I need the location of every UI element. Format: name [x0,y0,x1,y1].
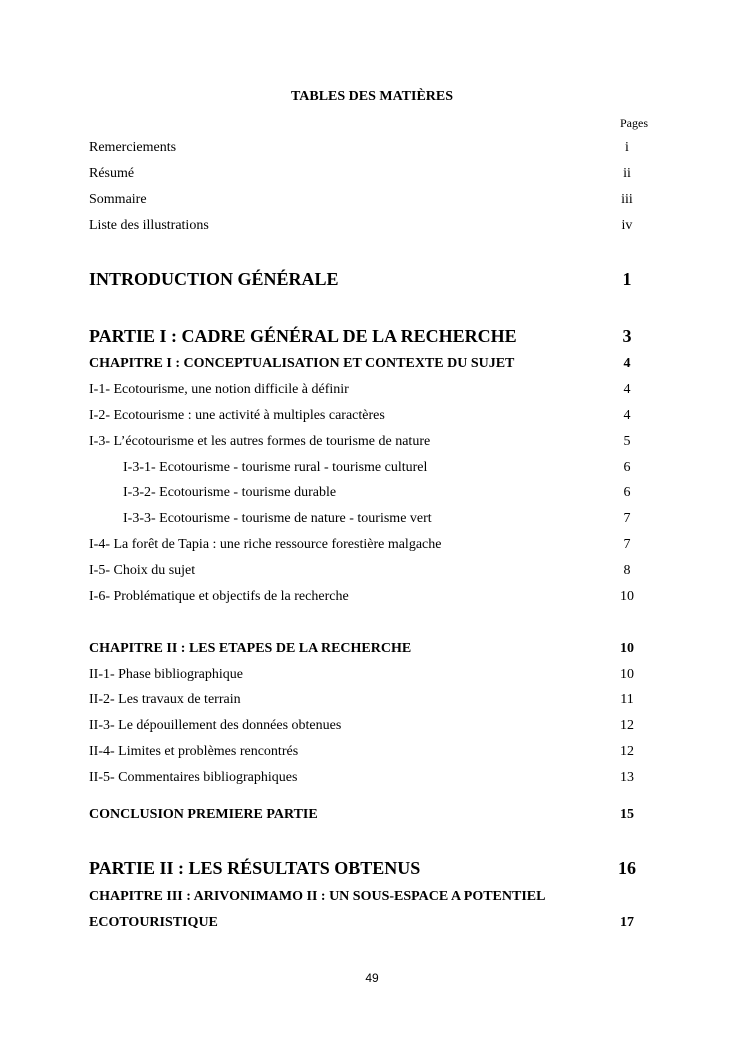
toc-conclusion-heading [89,804,655,826]
toc-entry-label: I-3-2- Ecotourisme - tourisme durable [123,485,337,500]
toc-subentry [89,457,655,479]
toc-section-heading [89,265,655,293]
toc-entry-page: 12 [620,744,634,759]
toc-entry-label: I-5- Choix du sujet [89,563,196,578]
toc-entry [89,664,655,686]
toc-entry [89,534,655,556]
toc-entry [89,163,655,185]
toc-entry-page: 10 [620,589,634,604]
toc-entry-label: Liste des illustrations [89,218,209,233]
toc-entry-label: II-3- Le dépouillement des données obtenues [89,718,342,733]
toc-entry [89,379,655,401]
pages-column-header: Pages [620,116,648,130]
toc-entry [89,137,655,159]
toc-entry [89,560,655,582]
toc-entry-page: 15 [620,807,634,822]
toc-entry [89,189,655,211]
toc-entry-label: I-3-3- Ecotourisme - tourisme de nature - tourisme vert [123,511,432,526]
toc-chapter-heading-continued [89,912,655,934]
toc-entry-page: 7 [623,537,631,552]
toc-entry-page: 1 [622,269,632,289]
toc-entry-label: I-3- L’écotourisme et les autres formes de tourisme de nature [89,434,431,449]
toc-entry-page: 17 [620,915,634,930]
toc-entry [89,405,655,427]
toc-entry-label: CHAPITRE II : LES ETAPES DE LA RECHERCHE [89,641,412,656]
toc-entry-label: II-1- Phase bibliographique [89,667,243,682]
toc-entry-page: 10 [620,641,634,656]
toc-entry-label: I-2- Ecotourisme : une activité à multiples caractères [89,408,385,423]
toc-entry-label: Sommaire [89,192,147,207]
toc-entry-page: ii [623,166,631,181]
toc-entry [89,431,655,453]
toc-entry-label: CONCLUSION PREMIERE PARTIE [89,807,318,822]
toc-subentry [89,482,655,504]
toc-subentry [89,508,655,530]
toc-entry-label: II-4- Limites et problèmes rencontrés [89,744,299,759]
toc-chapter-heading [89,886,655,908]
toc-entry-page: 11 [620,692,634,707]
toc-entry-label: I-3-1- Ecotourisme - tourisme rural - tourisme culturel [123,460,428,475]
toc-entry-page: 4 [623,408,631,423]
toc-entry [89,215,655,237]
toc-entry [89,741,655,763]
toc-entry-page: 4 [623,356,631,371]
toc-part-heading [89,322,655,350]
toc-entry-label: Remerciements [89,140,177,155]
toc-entry-page: i [625,140,629,155]
toc-entry-label: II-2- Les travaux de terrain [89,692,241,707]
toc-entry-page: 4 [623,382,631,397]
toc-chapter-heading [89,353,655,375]
toc-entry-label: I-1- Ecotourisme, une notion difficile à définir [89,382,349,397]
toc-entry-label: I-6- Problématique et objectifs de la recherche [89,589,349,604]
toc-title: TABLES DES MATIÈRES [290,89,454,104]
toc-entry-label: CHAPITRE III : ARIVONIMAMO II : UN SOUS-ESPACE A POTENTIEL [89,889,546,904]
toc-entry-page: 7 [623,511,631,526]
toc-entry-page: 8 [623,563,631,578]
toc-chapter-heading [89,638,655,660]
toc-entry-page: iii [621,192,633,207]
toc-entry-page: 16 [618,858,636,878]
toc-entry-page: 12 [620,718,634,733]
toc-entry-page: 13 [620,770,634,785]
toc-entry-label: II-5- Commentaires bibliographiques [89,770,298,785]
toc-entry-page: 6 [623,460,631,475]
toc-entry [89,586,655,608]
toc-part-heading [89,854,655,882]
toc-entry-page: 5 [623,434,631,449]
toc-entry-page: 6 [623,485,631,500]
toc-entry [89,715,655,737]
toc-entry [89,767,655,789]
toc-entry-label: ECOTOURISTIQUE [89,915,218,930]
toc-entry-label: CHAPITRE I : CONCEPTUALISATION ET CONTEXTE DU SUJET [89,356,515,371]
page-number: 49 [365,971,379,985]
toc-entry-label: INTRODUCTION GÉNÉRALE [89,269,339,289]
toc-entry-label: PARTIE II : LES RÉSULTATS OBTENUS [89,858,421,878]
toc-entry-label: I-4- La forêt de Tapia : une riche ressource forestière malgache [89,537,442,552]
toc-entry-page: 3 [622,326,632,346]
toc-entry-label: PARTIE I : CADRE GÉNÉRAL DE LA RECHERCHE [89,326,517,346]
toc-entry [89,689,655,711]
toc-entry-page: 10 [620,667,634,682]
toc-entry-page: iv [621,218,633,233]
toc-entry-label: Résumé [89,166,135,181]
